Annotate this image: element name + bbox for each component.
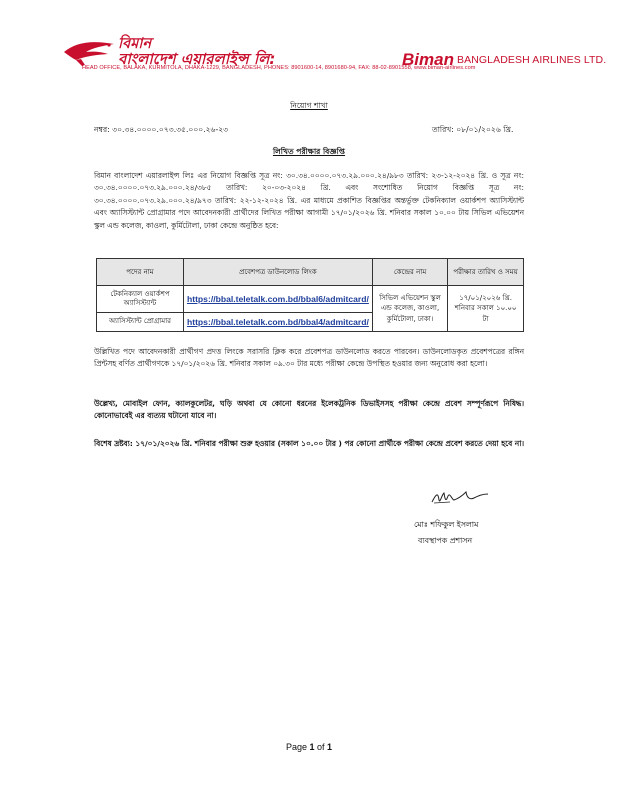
intro-paragraph: বিমান বাংলাদেশ এয়ারলাইন্স লিঃ এর নিয়োগ বিজ্ঞপ্তি সূত্র নং: ৩০.৩৪.০০০০.০৭৩.২৯.০০০.২৪/৯৮৩ তারিখ: ২৩-১২-২০২৪ খ্রি. ও সূত্র নং: ৩০.৩৪.০০০০.০৭৩.২৯.০০০.২৪/৩৮৫ তারিখ: ২০-০৩-২০২৪ খ্রি. এবং সংশোধিত নিয়োগ বিজ্ঞপ্তি সূত্র নং: ৩০.৩৪.০০০০.০৭৩.২৯.০০০.২৪/৯৭৩ তারিখ: ২২-১২-২০২৪ খ্রি. এর মাধ্যমে প্রকাশিত বিজ্ঞপ্তির অন্তর্ভুক্ত টেকনিক্যাল ওয়ার্কশপ অ্যাসিস্ট্যান্ট এবং অ্যাসিস্ট্যান্ট প্রোগ্রামার পদে আবেদনকারী প্রার্থীদের লিখিত পরীক্ষা আগামী ১৭/০১/২০২৬ খ্রি. শনিবার সকাল ১০.০০ টায় সিভিল এভিয়েশন স্কুল এন্ড কলেজ, কাওলা, কুর্মিটোলা, ঢাকা কেন্দ্রে অনুষ্ঠিত হবে: xyxy=(94,171,524,230)
table-row xyxy=(97,286,524,313)
letterhead-bengali-name-line1: বিমান xyxy=(118,36,152,52)
admit-card-link[interactable]: https://bbal.teletalk.com.bd/bbal4/admitcard/ xyxy=(186,317,369,327)
page-footer xyxy=(0,742,618,752)
admit-card-link-cell xyxy=(183,313,372,332)
header-datetime: পরীক্ষার তারিখ ও সময় xyxy=(448,259,524,286)
signature-icon xyxy=(430,488,490,508)
letterhead-brand: Biman xyxy=(402,50,454,69)
post-name: টেকনিক্যাল ওয়ার্কশপ অ্যাসিস্ট্যান্ট xyxy=(97,286,184,313)
device-prohibition-paragraph: উল্লেখ্য, মোবাইল ফোন, ক্যালকুলেটর, ঘড়ি অথবা যে কোনো ধরনের ইলেকট্রনিক ডিভাইসসহ পরীক্ষা কেন্দ্রে প্রবেশ সম্পূর্ণরূপে নিষিদ্ধ। কোনোভাবেই এর ব্যত্যয় ঘটানো যাবে না। xyxy=(94,399,524,421)
letterhead-bengali-name-line2: বাংলাদেশ এয়ারলাইন্স লি: xyxy=(118,50,276,68)
exam-datetime: ১৭/০১/২০২৬ খ্রি. শনিবার সকাল ১০.০০ টা xyxy=(448,286,524,332)
letterhead-address: HEAD OFFICE, BALAKA, KURMITOLA, DHAKA-1229, BANGLADESH, PHONES: 8901600-14, 8901680-94, FAX: 88-02-8901558, www.biman-airlines.com xyxy=(82,65,476,71)
footer-current-page: 1 xyxy=(309,742,315,752)
footer-separator: of xyxy=(314,742,328,752)
letterhead-company: BANGLADESH AIRLINES LTD. xyxy=(457,54,607,66)
exam-info-table xyxy=(96,258,524,332)
special-note-paragraph: বিশেষ দ্রষ্টব্য: ১৭/০১/২০২৬ খ্রি. শনিবার পরীক্ষা শুরু হওয়ার (সকাল ১০.০০ টার ) পর কোনো প্রার্থীকে পরীক্ষা কেন্দ্রে প্রবেশ করতে দেয়া হবে না। xyxy=(94,439,524,448)
footer-prefix: Page xyxy=(285,742,310,752)
admit-card-link[interactable]: https://bbal.teletalk.com.bd/bbal6/admitcard/ xyxy=(186,294,369,304)
exam-center: সিভিল এভিয়েশন স্কুল এন্ড কলেজ, কাওলা, কুর্মিটোলা, ঢাকা। xyxy=(372,286,447,332)
header-post: পদের নাম xyxy=(97,259,184,286)
memo-number: নম্বর: ৩০.৩৪.০০০০.০৭৩.৩৫.০০০.২৬-২৩ xyxy=(94,125,229,134)
signatory-name: মোঃ শফিকুল ইসলাম xyxy=(414,520,479,529)
notice-heading: লিখিত পরীক্ষার বিজ্ঞপ্তি xyxy=(272,147,346,156)
signatory-title: ব্যবস্থাপক প্রশাসন xyxy=(418,536,473,545)
table-header-row xyxy=(97,259,524,286)
download-instruction-paragraph: উল্লিখিত পদে আবেদনকারী প্রার্থীগণ প্রদত্ত লিংকে সরাসরি ক্লিক করে প্রবেশপত্র ডাউনলোড করতে পারবেন। ডাউনলোডকৃত প্রবেশপত্রের রঙ্গিন প্রিন্টসহ বর্ণিত প্রার্থীগণকে ১৭/০১/২০২৬ খ্রি. শনিবার সকাল ০৯.৩০ টার মধ্যে পরীক্ষা কেন্দ্রে উপস্থিত হওয়ার জন্য অনুরোধ করা হলো। xyxy=(94,347,524,369)
header-link: প্রবেশপত্র ডাউনলোড লিংক xyxy=(183,259,372,286)
department-title: নিয়োগ শাখা xyxy=(290,101,328,110)
footer-total-pages: 1 xyxy=(327,742,333,752)
admit-card-link-cell xyxy=(183,286,372,313)
post-name: অ্যাসিস্ট্যান্ট প্রোগ্রামার xyxy=(97,313,184,332)
header-center: কেন্দ্রের নাম xyxy=(372,259,447,286)
memo-date: তারিখ: ০৮/০১/২০২৬ খ্রি. xyxy=(432,125,514,134)
